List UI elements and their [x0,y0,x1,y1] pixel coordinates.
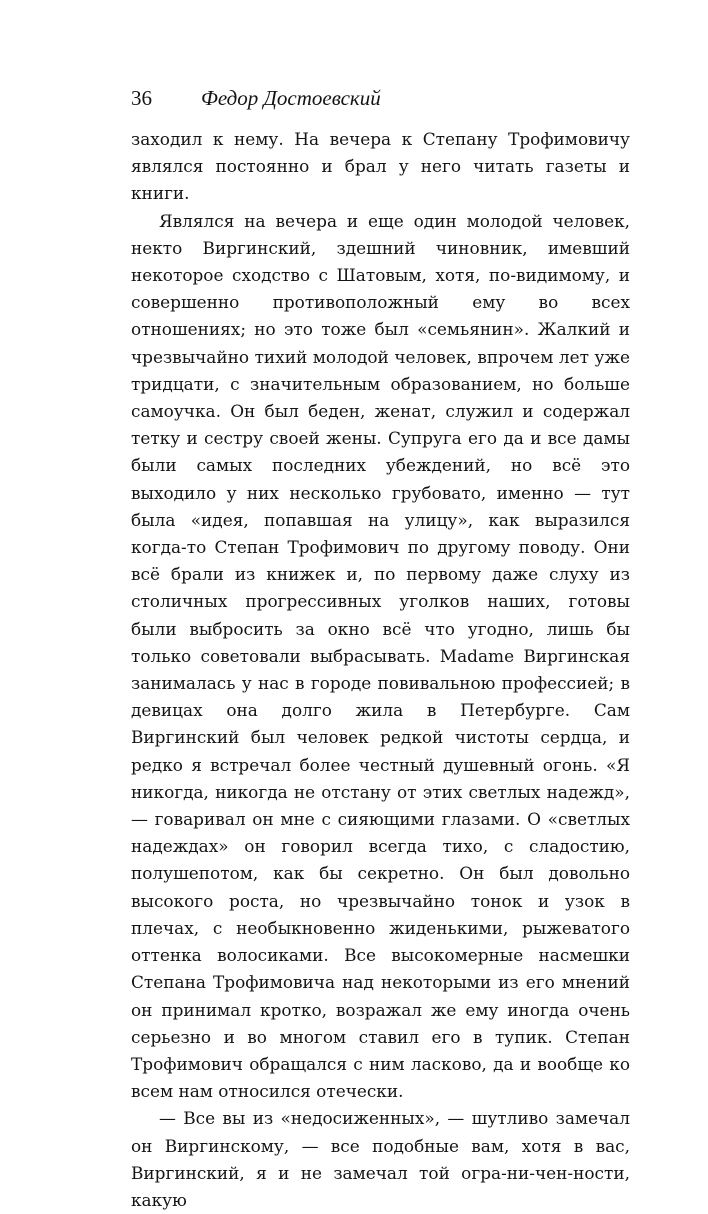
body-text [131,126,630,1214]
running-title: Федор Достоевский [201,86,381,110]
page-number: 36 [131,86,152,110]
book-page [131,86,630,1214]
paragraph: — Все вы из «недосиженных», — шутливо замечал он Виргинскому, — все подобные вам, хотя в вас, Виргинский, я и не замечал той огра-ни-чен-ности, какую [131,1108,630,1210]
paragraph: Являлся на вечера и еще один молодой человек, некто Виргинский, здешний чиновник, имевший некоторое сходство с Шатовым, хотя, по-видимому, и совершенно противоположный ему во всех отношениях; но это тоже был «семьянин». Жалкий и чрезвычайно тихий молодой человек, впрочем лет уже тридцати, с значительным образованием, но больше самоучка. Он был беден, женат, служил и содержал тетку и сестру своей жены. Супруга его да и все дамы были самых последних убеждений, но всё это выходило у них несколько грубовато, именно — тут была «идея, попавшая на улицу», как выразился когда-то Степан Трофимович по другому поводу. Они всё брали из книжек и, по первому даже слуху из столичных прогрессивных уголков наших, готовы были выбросить за окно всё что угодно, лишь бы только советовали выбрасывать. Madame Виргинская занималась у нас в городе повивальною профессией; в девицах она долго жила в Петербурге. Сам Виргинский был человек редкой чистоты сердца, и редко я встречал более честный душевный огонь. «Я никогда, никогда не отстану от этих светлых надежд», — говаривал он мне с сияющими глазами. О «светлых надеждах» он говорил всегда тихо, с сладостию, полушепотом, как бы секретно. Он был довольно высокого роста, но чрезвычайно тонок и узок в плечах, с необыкновенно жиденькими, рыжеватого оттенка волосиками. Все высокомерные насмешки Степана Трофимовича над некоторыми из его мнений он принимал кротко, возражал же ему иногда очень серьезно и во многом ставил его в тупик. Степан Трофимович обращался с ним ласково, да и вообще ко всем нам относился отечески. [131,210,630,1102]
running-head [131,86,630,118]
paragraph: заходил к нему. На вечера к Степану Трофимовичу являлся постоянно и брал у него читать газеты и книги. [131,129,630,204]
